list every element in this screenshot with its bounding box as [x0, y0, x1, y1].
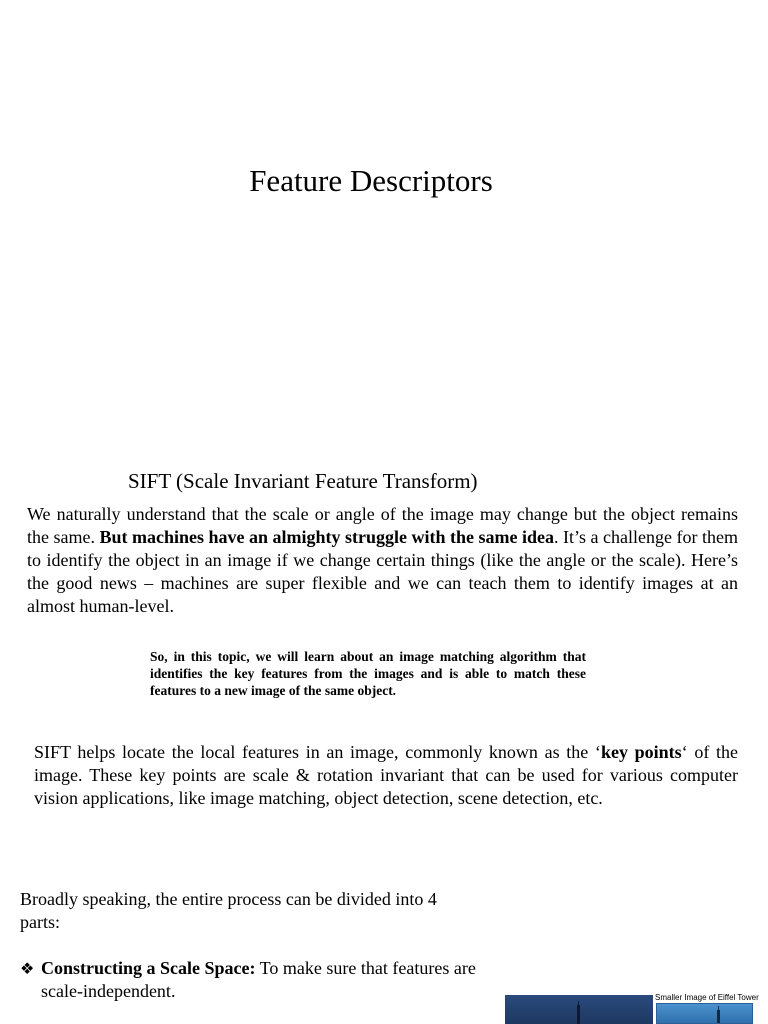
keypoints-bold-text: key points — [600, 742, 682, 762]
list-item-title: Constructing a Scale Space: — [41, 958, 256, 978]
page-title: Feature Descriptors — [249, 163, 493, 198]
tower-spire — [577, 1005, 580, 1024]
keypoints-text-1: SIFT helps locate the local features in an image, commonly known as the ‘ — [34, 742, 601, 762]
section-heading: SIFT (Scale Invariant Feature Transform) — [128, 469, 478, 493]
diamond-bullet-icon: ❖ — [20, 959, 35, 978]
list-item-text — [41, 957, 490, 1003]
list-item-description: To make sure that features are scale-independent. — [41, 958, 476, 1001]
intro-paragraph — [27, 503, 738, 618]
tower-spire — [717, 1010, 720, 1024]
keypoints-text-2: ‘ of the image. These key points are scale & rotation invariant that can be used for various computer vision applications, like image matching, object detection, scene detection, etc. — [34, 742, 739, 808]
list-item — [20, 957, 490, 1003]
process-intro-paragraph: Broadly speaking, the entire process can be divided into 4 parts: — [20, 889, 437, 932]
eiffel-tower-large-image — [505, 995, 653, 1024]
intro-text-1: We naturally understand that the scale or angle of the image may change but the object remains the same. — [27, 504, 738, 547]
topic-callout: So, in this topic, we will learn about an image matching algorithm that identifies the key features from the images and is able to match these features to a new image of the same object. — [150, 649, 586, 698]
eiffel-tower-small-image — [656, 1003, 753, 1024]
intro-bold-text: But machines have an almighty struggle with the same idea — [99, 527, 555, 547]
intro-text-2: . It’s a challenge for them to identify the object in an image if we change certain things (like the angle or the scale). Here’s the good news – machines are super flexible and we can teach them to identify images at an almost human-level. — [27, 527, 738, 616]
small-image-caption: Smaller Image of Eiffel Tower — [655, 993, 759, 1002]
keypoints-paragraph — [34, 741, 738, 810]
